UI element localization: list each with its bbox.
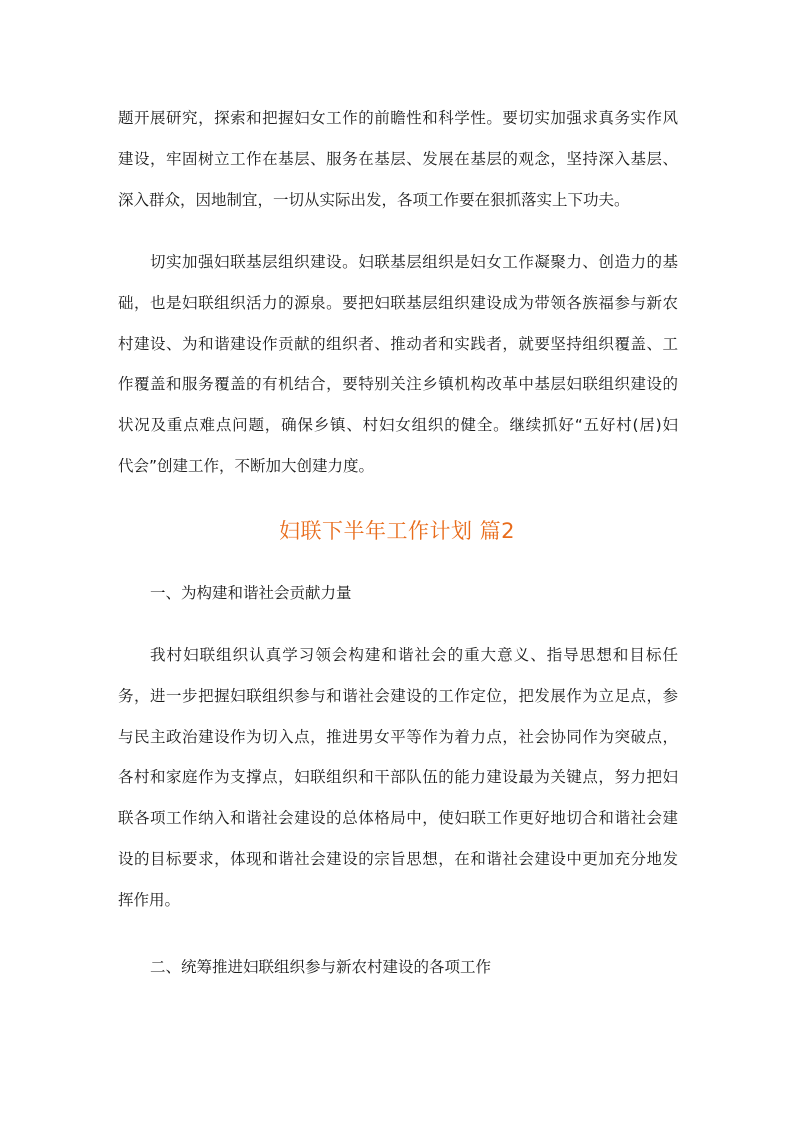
paragraph-line: 设的目标要求，体现和谐社会建设的宗旨思想，在和谐社会建设中更加充分地发 [118,849,678,868]
paragraph-line: 状况及重点难点问题，确保乡镇、村妇女组织的健全。继续抓好“五好村(居)妇 [118,416,678,435]
paragraph-3 [118,635,678,921]
paragraph-line: 联各项工作纳入和谐社会建设的总体格局中，使妇联工作更好地切合和谐社会建 [118,809,678,828]
paragraph-line: 务，进一步把握妇联组织参与和谐社会建设的工作定位，把发展作为立足点，参 [118,686,678,705]
paragraph-line: 村建设、为和谐建设作贡献的组织者、推动者和实践者，就要坚持组织覆盖、工 [118,334,678,353]
paragraph-line: 础，也是妇联组织活力的源泉。要把妇联基层组织建设成为带领各族福参与新农 [118,293,678,312]
paragraph-line: 题开展研究，探索和把握妇女工作的前瞻性和科学性。要切实加强求真务实作风 [118,109,678,127]
paragraph-line: 深入群众，因地制宜，一切从实际出发，各项工作要在狠抓落实上下功夫。 [118,190,630,209]
paragraph-line: 切实加强妇联基层组织建设。妇联基层组织是妇女工作凝聚力、创造力的基 [150,253,678,271]
paragraph-line: 与民主政治建设作为切入点，推进男女平等作为着力点，社会协同作为突破点， [118,727,678,746]
paragraph-line: 挥作用。 [118,890,181,909]
section-1-title: 一、为构建和谐社会贡献力量 [150,584,352,602]
paragraph-1 [118,98,678,220]
paragraph-line: 各村和家庭作为支撑点，妇联组织和干部队伍的能力建设最为关键点，努力把妇 [118,768,678,787]
paragraph-line: 建设，牢固树立工作在基层、服务在基层、发展在基层的观念，坚持深入基层、 [118,149,678,168]
paragraph-line: 我村妇联组织认真学习领会构建和谐社会的重大意义、指导思想和目标任 [150,646,678,664]
paragraph-2 [118,242,678,487]
paragraph-line: 作覆盖和服务覆盖的有机结合，要特别关注乡镇机构改革中基层妇联组织建设的 [118,375,678,394]
section-heading: 妇联下半年工作计划 篇2 [278,519,516,543]
paragraph-line: 代会”创建工作，不断加大创建力度。 [118,456,375,475]
section-2-title: 二、统筹推进妇联组织参与新农村建设的各项工作 [150,958,492,976]
